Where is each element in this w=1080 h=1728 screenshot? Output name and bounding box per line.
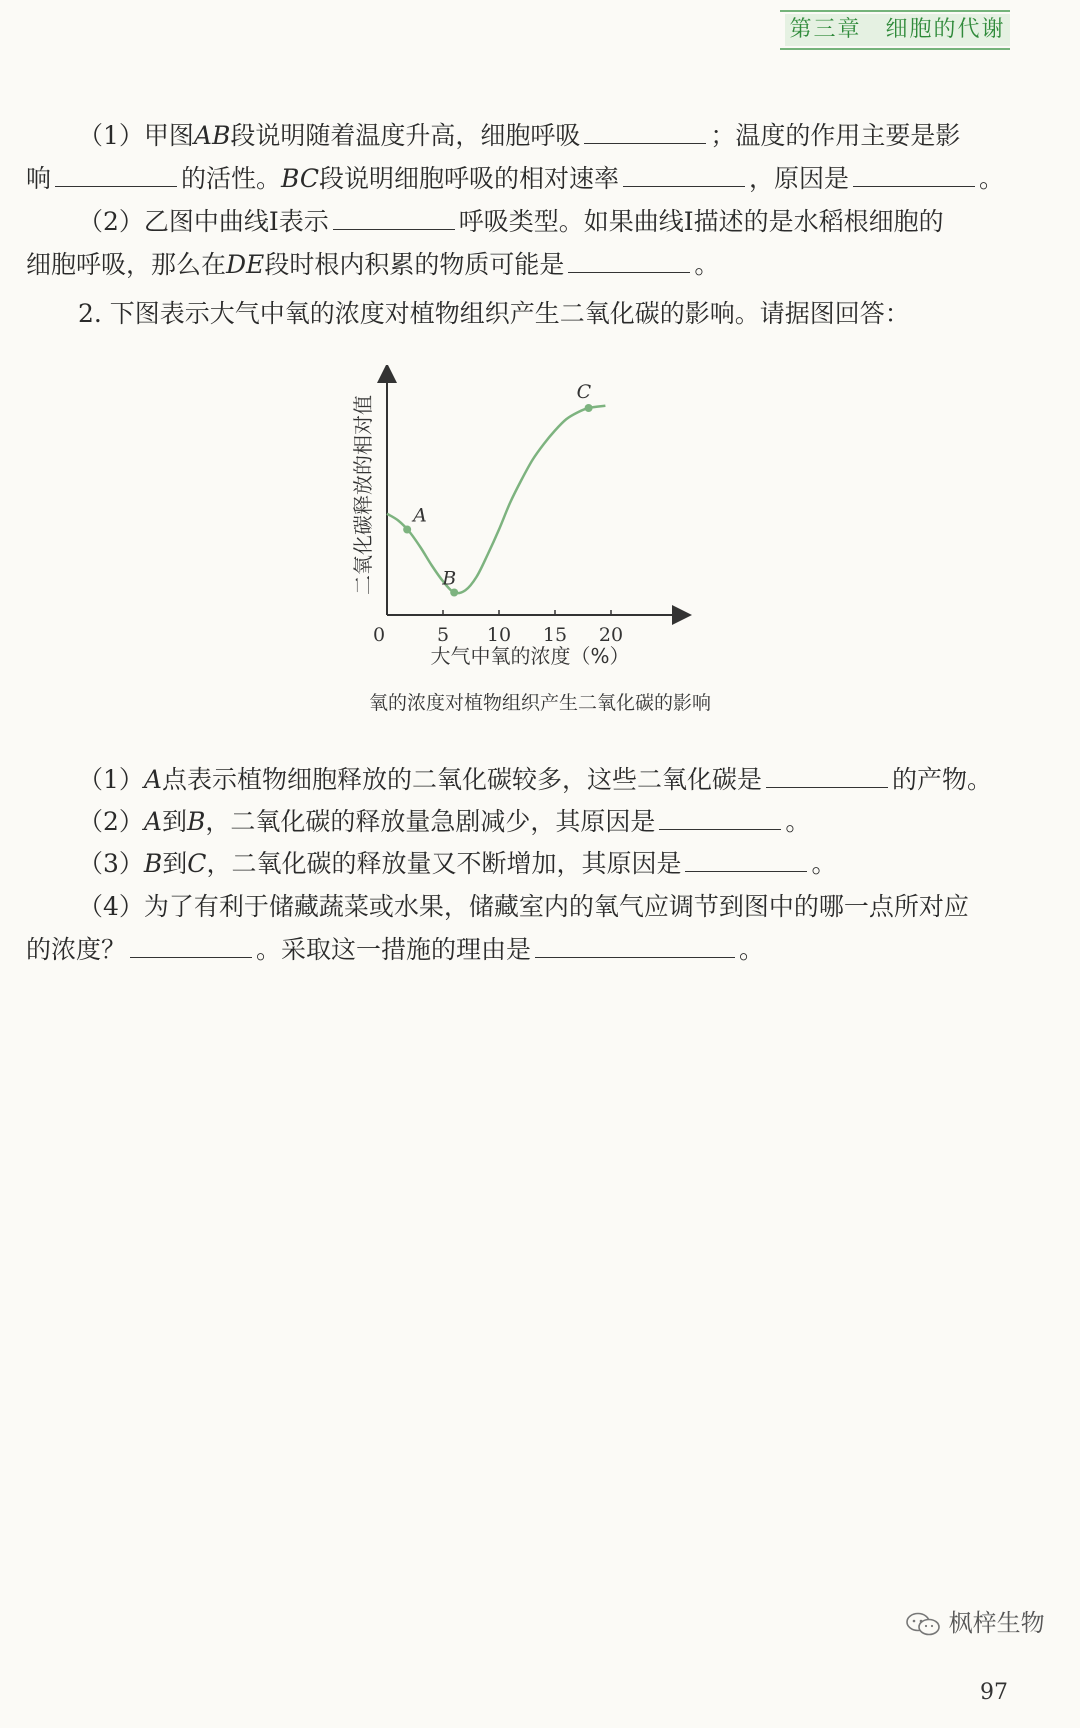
text: 。采取这一措施的理由是 bbox=[256, 935, 532, 964]
question-2-1 bbox=[26, 758, 1068, 801]
answer-blank[interactable] bbox=[584, 142, 706, 144]
point-label-c: C bbox=[576, 381, 592, 403]
wechat-icon bbox=[905, 1612, 941, 1636]
text: （1）甲图 bbox=[78, 121, 194, 150]
var-c: C bbox=[187, 849, 207, 878]
text: 的活性。 bbox=[181, 164, 282, 193]
co2-chart bbox=[330, 365, 730, 695]
x-tick-label: 10 bbox=[486, 624, 512, 646]
text: （3） bbox=[78, 849, 144, 878]
text: 到 bbox=[161, 807, 187, 836]
header-rule-bottom bbox=[780, 48, 1010, 50]
text: （2）乙图中曲线Ⅰ表示 bbox=[78, 207, 329, 236]
watermark-brand bbox=[905, 1603, 1045, 1638]
point-label-a: A bbox=[413, 504, 427, 527]
x-tick-label: 20 bbox=[598, 624, 624, 646]
x-tick-label: 15 bbox=[542, 624, 568, 646]
x-tick-label: 0 bbox=[372, 624, 386, 646]
page-number: 97 bbox=[980, 1680, 1008, 1705]
x-tick-label: 5 bbox=[436, 624, 450, 646]
text: 段说明随着温度升高，细胞呼吸 bbox=[230, 121, 581, 150]
text: 。 bbox=[694, 250, 720, 279]
point-c bbox=[585, 404, 593, 412]
answer-blank[interactable] bbox=[766, 786, 888, 788]
text: 点表示植物细胞释放的二氧化碳较多，这些二氧化碳是 bbox=[161, 765, 762, 794]
question-2-intro: 2. 下图表示大气中氧的浓度对植物组织产生二氧化碳的影响。请据图回答： bbox=[78, 299, 910, 328]
text: ，二氧化碳的释放量急剧减少，其原因是 bbox=[205, 807, 656, 836]
text: ，二氧化碳的释放量又不断增加，其原因是 bbox=[206, 849, 682, 878]
question-2-3 bbox=[26, 842, 1068, 885]
text: 的浓度？ bbox=[26, 935, 127, 964]
text: 响 bbox=[26, 164, 52, 193]
answer-blank[interactable] bbox=[333, 228, 455, 230]
text: 到 bbox=[162, 849, 188, 878]
question-2-4-line2 bbox=[26, 928, 1016, 971]
answer-blank[interactable] bbox=[623, 185, 745, 187]
text: 。 bbox=[979, 164, 1005, 193]
var-de: DE bbox=[226, 250, 265, 279]
point-b bbox=[450, 589, 458, 597]
brand-name: 枫梓生物 bbox=[948, 1609, 1045, 1637]
text: ；温度的作用主要是影 bbox=[710, 121, 961, 150]
text: （1） bbox=[78, 765, 144, 794]
var-b: B bbox=[186, 807, 206, 836]
answer-blank[interactable] bbox=[853, 185, 975, 187]
text: 。 bbox=[785, 807, 811, 836]
text: 段说明细胞呼吸的相对速率 bbox=[319, 164, 620, 193]
question-2-2 bbox=[26, 800, 1068, 843]
question-1-1-line1 bbox=[26, 114, 1068, 157]
x-axis-label: 大气中氧的浓度（%） bbox=[430, 644, 630, 668]
text: （2） bbox=[78, 807, 144, 836]
header-rule-top bbox=[780, 10, 1010, 12]
answer-blank[interactable] bbox=[55, 185, 177, 187]
series-line bbox=[387, 406, 605, 593]
point-label-b: B bbox=[442, 567, 457, 590]
var-ab: AB bbox=[193, 121, 231, 150]
question-1-2-line2 bbox=[26, 243, 1016, 286]
answer-blank[interactable] bbox=[130, 956, 252, 958]
point-a bbox=[403, 526, 411, 534]
text: 的产物。 bbox=[891, 765, 992, 794]
question-2-4-line1: （4）为了有利于储藏蔬菜或水果，储藏室内的氧气应调节到图中的哪一点所对应 bbox=[78, 892, 969, 921]
var-bc: BC bbox=[281, 164, 319, 193]
text: 呼吸类型。如果曲线Ⅰ描述的是水稻根细胞的 bbox=[458, 207, 944, 236]
var-a: A bbox=[143, 765, 162, 794]
answer-blank[interactable] bbox=[568, 271, 690, 273]
chapter-header: 第三章 细胞的代谢 bbox=[785, 14, 1010, 46]
y-axis-label: 二氧化碳释放的相对值 bbox=[351, 395, 375, 595]
answer-blank[interactable] bbox=[659, 828, 781, 830]
text: 段时根内积累的物质可能是 bbox=[264, 250, 565, 279]
chart-caption: 氧的浓度对植物组织产生二氧化碳的影响 bbox=[368, 692, 711, 714]
chart-svg bbox=[330, 365, 730, 695]
text: 细胞呼吸，那么在 bbox=[26, 250, 227, 279]
var-b: B bbox=[143, 849, 163, 878]
var-a: A bbox=[143, 807, 162, 836]
question-1-1-line2 bbox=[26, 157, 1016, 200]
text: 。 bbox=[739, 935, 765, 964]
question-1-2-line1 bbox=[26, 200, 1068, 243]
text: ，原因是 bbox=[749, 164, 850, 193]
answer-blank[interactable] bbox=[685, 870, 807, 872]
answer-blank[interactable] bbox=[535, 956, 735, 958]
text: 。 bbox=[811, 849, 837, 878]
